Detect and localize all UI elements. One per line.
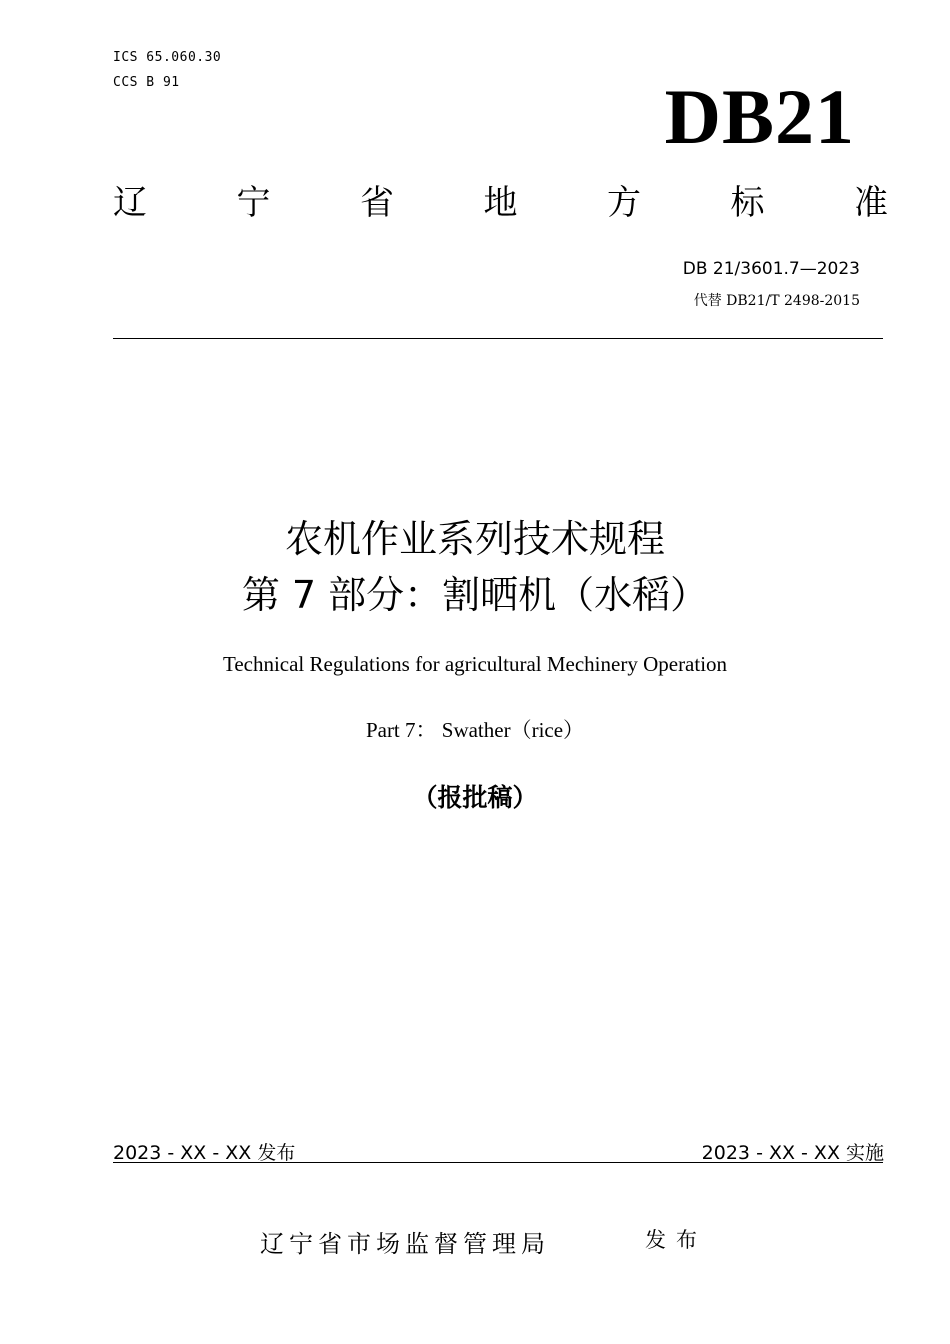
document-title: 农机作业系列技术规程 <box>284 517 665 561</box>
ccs-code: CCS B 91 <box>113 75 180 90</box>
standard-type-char: 省 <box>360 183 394 223</box>
replaces-note: 代替 DB21/T 2498-2015 <box>693 293 860 309</box>
issue-date: 2023 - XX - XX 发布 <box>113 1142 296 1164</box>
standard-type-heading <box>113 183 888 223</box>
implementation-date: 2023 - XX - XX 实施 <box>701 1142 884 1164</box>
standard-type-char: 宁 <box>236 183 271 223</box>
standard-type-char: 方 <box>607 183 641 223</box>
standard-type-char: 标 <box>730 183 765 223</box>
ics-code: ICS 65.060.30 <box>113 50 222 65</box>
standard-type-char: 地 <box>483 183 518 223</box>
standard-type-char: 准 <box>854 183 888 223</box>
standard-number: DB 21/3601.7—2023 <box>682 259 860 279</box>
header-divider <box>113 338 883 339</box>
db-code-logo: DB21 <box>664 73 855 160</box>
draft-status: （报批稿） <box>412 783 538 812</box>
publisher-name: 辽宁省市场监督管理局 <box>260 1230 550 1258</box>
footer-divider <box>113 1162 883 1163</box>
english-part-title: Part 7： Swather（rice） <box>365 718 585 742</box>
english-title: Technical Regulations for agricultural Mechinery Operation <box>222 652 728 676</box>
standard-type-char: 辽 <box>113 183 147 223</box>
publish-label: 发布 <box>645 1228 707 1252</box>
document-part-title: 第 7 部分：割晒机（水稻） <box>241 573 709 617</box>
